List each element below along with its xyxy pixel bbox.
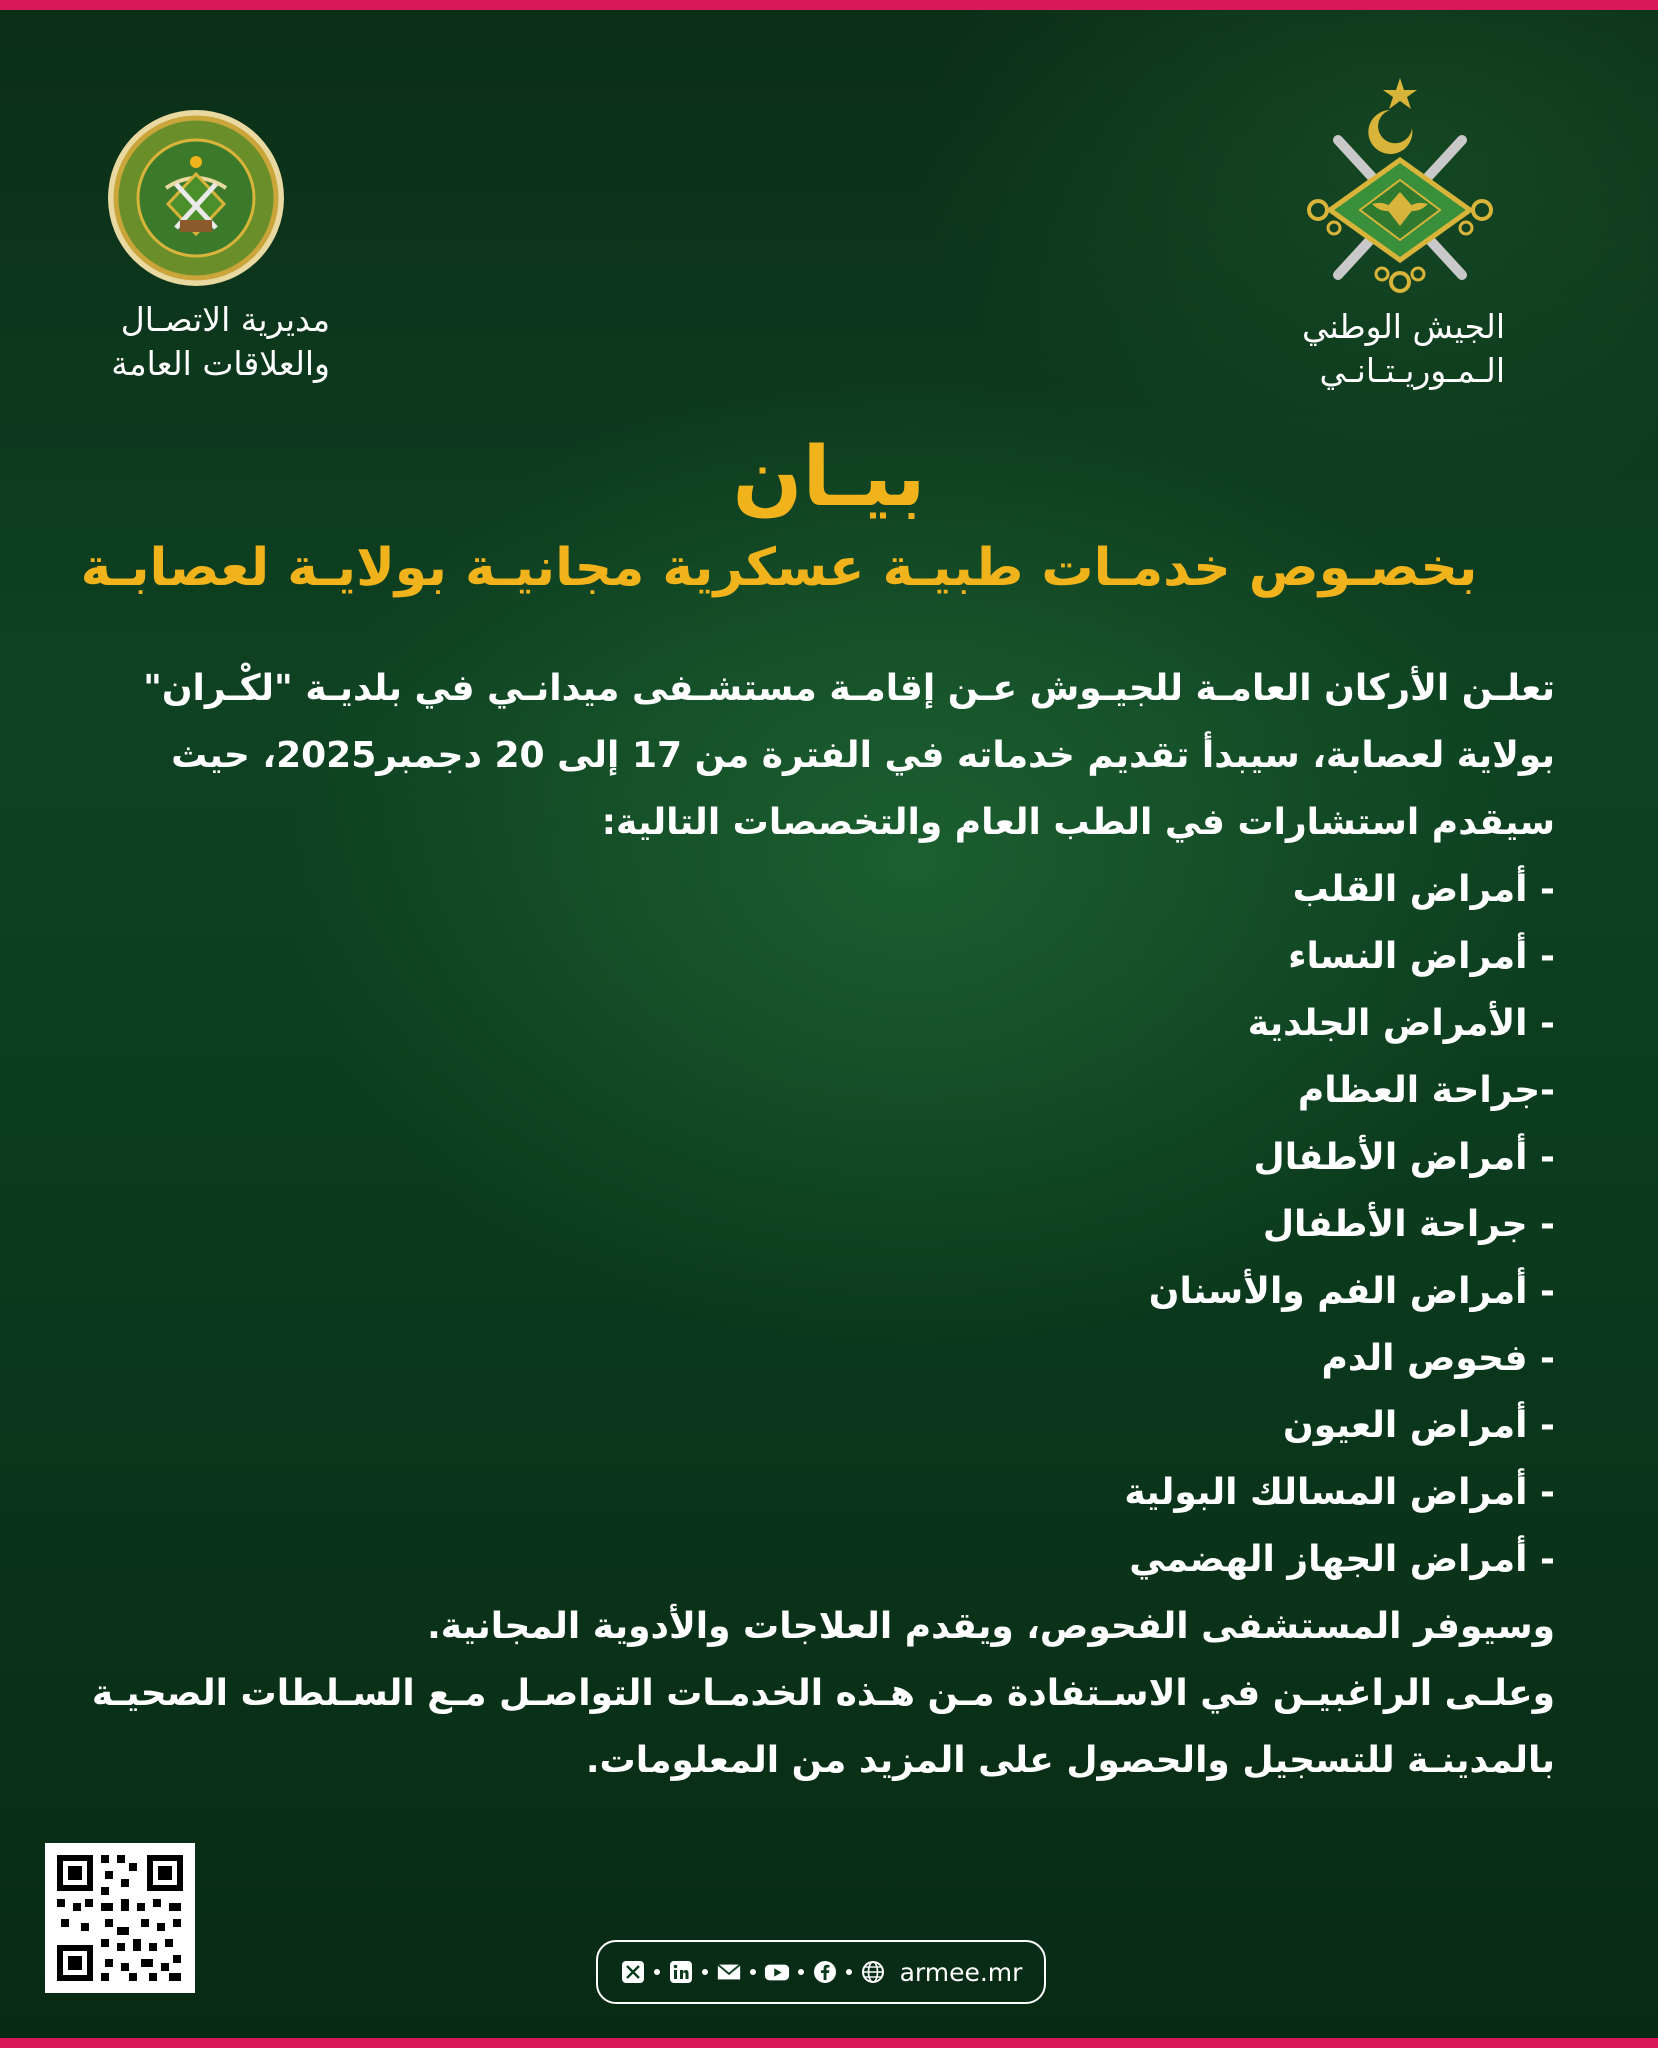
separator-dot <box>846 1969 852 1975</box>
list-item: -جراحة العظام <box>1297 1070 1555 1111</box>
globe-icon[interactable] <box>860 1959 886 1985</box>
list-item: - أمراض الفم والأسنان <box>1148 1271 1555 1312</box>
army-name <box>1200 305 1505 393</box>
separator-dot <box>654 1969 660 1975</box>
separator-dot <box>750 1969 756 1975</box>
directorate-name <box>50 298 330 386</box>
directorate-name-line2: والعلاقات العامة <box>111 344 330 383</box>
bottom-edge-stripe <box>0 2038 1658 2048</box>
separator-dot <box>798 1969 804 1975</box>
closing-paragraph-1: وسيوفر المستشفى الفحوص، ويقدم العلاجات والأدوية المجانية. <box>427 1606 1555 1647</box>
website-link[interactable]: armee.mr <box>899 1957 1023 1987</box>
army-name-line1: الجيش الوطني <box>1301 307 1505 346</box>
list-item: - فحوص الدم <box>1321 1338 1555 1379</box>
social-links-bar <box>596 1940 1046 2004</box>
linkedin-icon[interactable] <box>668 1959 694 1985</box>
directorate-seal-icon <box>106 108 286 288</box>
closing-paragraph-2: وعلـى الراغبيـن في الاسـتفادة مـن هـذه الخدمـات التواصـل مـع السـلطات الصحيـة بالمدينـة للتسجيل والحصول على المزيد من المعلومات. <box>91 1673 1555 1781</box>
youtube-icon[interactable] <box>764 1959 790 1985</box>
qr-code-icon[interactable] <box>45 1843 195 1993</box>
facebook-icon[interactable] <box>812 1959 838 1985</box>
list-item: - أمراض الجهاز الهضمي <box>1129 1539 1555 1580</box>
list-item: - أمراض الأطفال <box>1253 1137 1555 1178</box>
specialties-list <box>40 856 1555 1593</box>
separator-dot <box>702 1969 708 1975</box>
announcement-title: بيـان <box>732 430 926 525</box>
list-item: - أمراض النساء <box>1288 936 1555 977</box>
list-item: - أمراض القلب <box>1292 869 1555 910</box>
announcement-subtitle: بخصـوص خدمـات طبيـة عسكرية مجانيـة بولايـة لعصابـة <box>80 538 1478 598</box>
army-emblem-icon <box>1290 70 1510 310</box>
list-item: - الأمراض الجلدية <box>1247 1003 1555 1044</box>
x-icon[interactable] <box>620 1959 646 1985</box>
directorate-name-line1: مديرية الاتصـال <box>120 300 330 339</box>
mail-icon[interactable] <box>716 1959 742 1985</box>
intro-paragraph: تعلـن الأركان العامـة للجيـوش عـن إقامـة مستشـفى ميدانـي في بلديـة "لكْـران" بولاية لعصابة، سيبدأ تقديم خدماته في الفترة من 17 إلى 20 دجمبر2025، حيث سيقدم استشارات في الطب العام والتخصصات التالية: <box>143 668 1555 843</box>
top-edge-stripe <box>0 0 1658 10</box>
list-item: - أمراض المسالك البولية <box>1124 1472 1555 1513</box>
announcement-body <box>40 655 1555 1794</box>
list-item: - جراحة الأطفال <box>1262 1204 1555 1245</box>
list-item: - أمراض العيون <box>1283 1405 1555 1446</box>
army-name-line2: الـمـوريـتـانـي <box>1319 351 1505 390</box>
